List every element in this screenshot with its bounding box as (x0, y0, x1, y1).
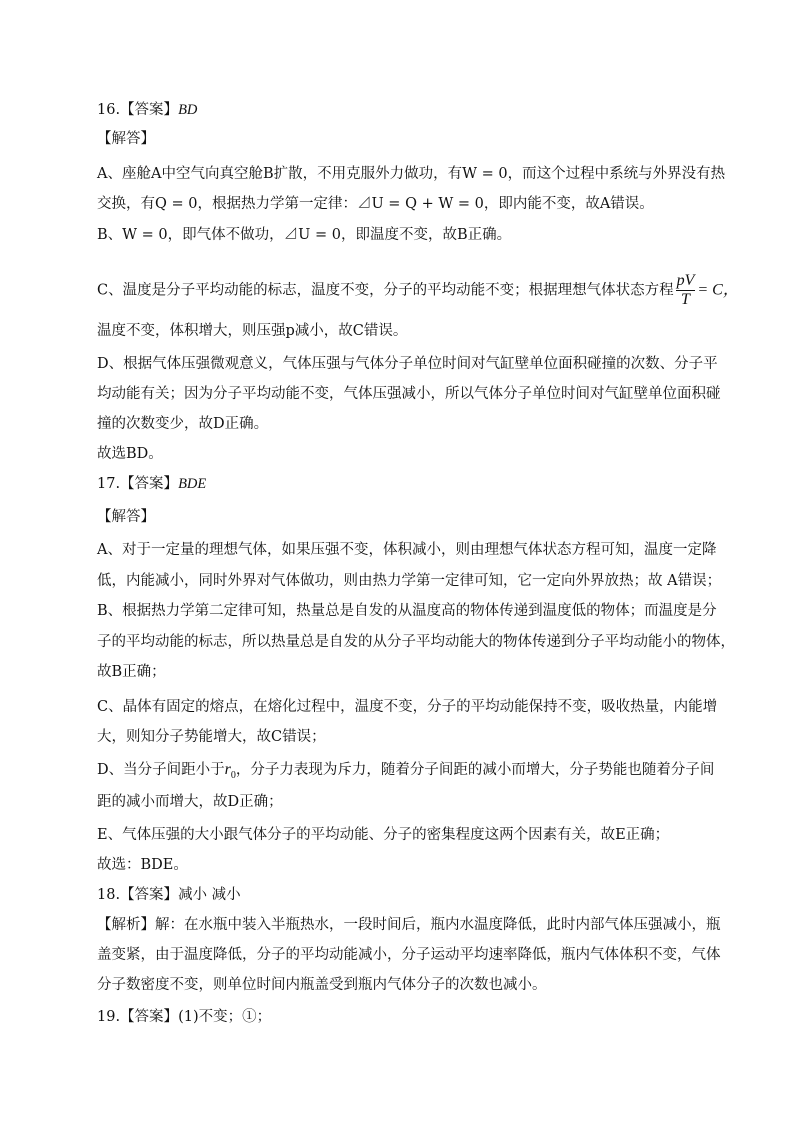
q16-explain-label: 【解答】 (97, 131, 155, 147)
q16-option-d-line3: 撞的次数变少，故D正确。 (97, 416, 269, 432)
q16-option-d-line2: 均动能有关；因为分子平均动能不变，气体压强减小，所以气体分子单位时间对气缸壁单位面积碰 (97, 386, 721, 402)
q17-option-a-line2: 低，内能减小，同时外界对气体做功，则由热力学第一定律可知，它一定向外界放热；故 A错误； (97, 573, 722, 589)
q16-option-a-line1: A、座舱A中空气向真空舱B扩散，不用克服外力做功，有W = 0，而这个过程中系统与外界没有热 (97, 166, 726, 182)
q17-answer-line (97, 474, 206, 494)
q16-option-b: B、W = 0，即气体不做功，⊿U = 0，即温度不变，故B正确。 (97, 227, 512, 243)
q17-option-c-line1: C、晶体有固定的熔点，在熔化过程中，温度不变，分子的平均动能保持不变，吸收热量，内能增 (97, 699, 718, 715)
q17-option-d-line2: 距的减小而增大，故D正确； (97, 794, 283, 810)
q19-heading: 19.【答案】 (97, 1009, 179, 1025)
q19-answer: (1)不变；①； (178, 1009, 272, 1025)
q17-option-d-text-rest: ，分子力表现为斥力，随着分子间距的减小而增大，分子势能也随着分子间 (235, 762, 715, 778)
q17-option-d-text: D、当分子间距小于 (97, 762, 225, 778)
q17-option-b-line1: B、根据热力学第二定律可知，热量总是自发的从温度高的物体传递到温度低的物体；而温度是分 (97, 603, 717, 619)
q17-option-e: E、气体压强的大小跟气体分子的平均动能、分子的密集程度这两个因素有关，故E正确； (97, 827, 670, 843)
q17-heading: 17.【答案】 (97, 476, 179, 492)
q16-option-d-line1: D、根据气体压强微观意义，气体压强与气体分子单位时间对气缸壁单位面积碰撞的次数、分子平 (97, 356, 718, 372)
q16-answer: BD (178, 102, 198, 118)
q18-explain-line2: 盖变紧，由于温度降低，分子的平均动能减小，分子运动平均速率降低，瓶内气体体积不变，气体 (97, 947, 721, 963)
ideal-gas-fraction (676, 272, 696, 309)
r0-letter: r (224, 761, 231, 778)
q16-option-a-line2: 交换，有Q = 0，根据热力学第一定律：⊿U = Q + W = 0，即内能不变，故A错误。 (97, 196, 654, 212)
r0-subscript: 0 (230, 770, 236, 782)
q16-option-c-line1 (97, 272, 739, 309)
r0-symbol (224, 761, 236, 782)
fraction-result: = C， (697, 281, 739, 299)
q17-answer: BDE (178, 476, 207, 492)
q17-option-d-line1 (97, 760, 714, 786)
q18-answer: 减小 减小 (178, 887, 241, 903)
q16-option-c-line2: 温度不变，体积增大，则压强p减小，故C错误。 (97, 323, 408, 339)
q18-explain-line1: 【解析】解：在水瓶中装入半瓶热水，一段时间后，瓶内水温度降低，此时内部气体压强减小，瓶 (97, 917, 721, 933)
q17-option-c-line2: 大，则知分子势能增大，故C错误； (97, 729, 326, 745)
q16-answer-line (97, 100, 197, 120)
fraction-denominator: T (681, 291, 690, 308)
q18-heading: 18.【答案】 (97, 887, 179, 903)
q17-option-a-line1: A、对于一定量的理想气体，如果压强不变，体积减小，则由理想气体状态方程可知，温度一定降 (97, 542, 717, 558)
q17-conclusion: 故选：BDE。 (97, 857, 188, 873)
q19-answer-line (97, 1007, 271, 1027)
q17-option-b-line3: 故B正确； (97, 664, 166, 680)
q16-conclusion: 故选BD。 (97, 446, 163, 462)
q18-explain-line3: 分子数密度不变，则单位时间内瓶盖受到瓶内气体分子的次数也减小。 (97, 977, 547, 993)
q17-explain-label: 【解答】 (97, 509, 155, 525)
q16-option-c-text: C、温度是分子平均动能的标志，温度不变，分子的平均动能不变；根据理想气体状态方程 (97, 282, 674, 299)
q18-answer-line (97, 885, 241, 905)
q17-option-b-line2: 子的平均动能的标志，所以热量总是自发的从分子平均动能大的物体传递到分子平均动能小的物体， (97, 634, 735, 650)
fraction-numerator: pV (676, 272, 695, 289)
q16-heading: 16.【答案】 (97, 102, 179, 118)
